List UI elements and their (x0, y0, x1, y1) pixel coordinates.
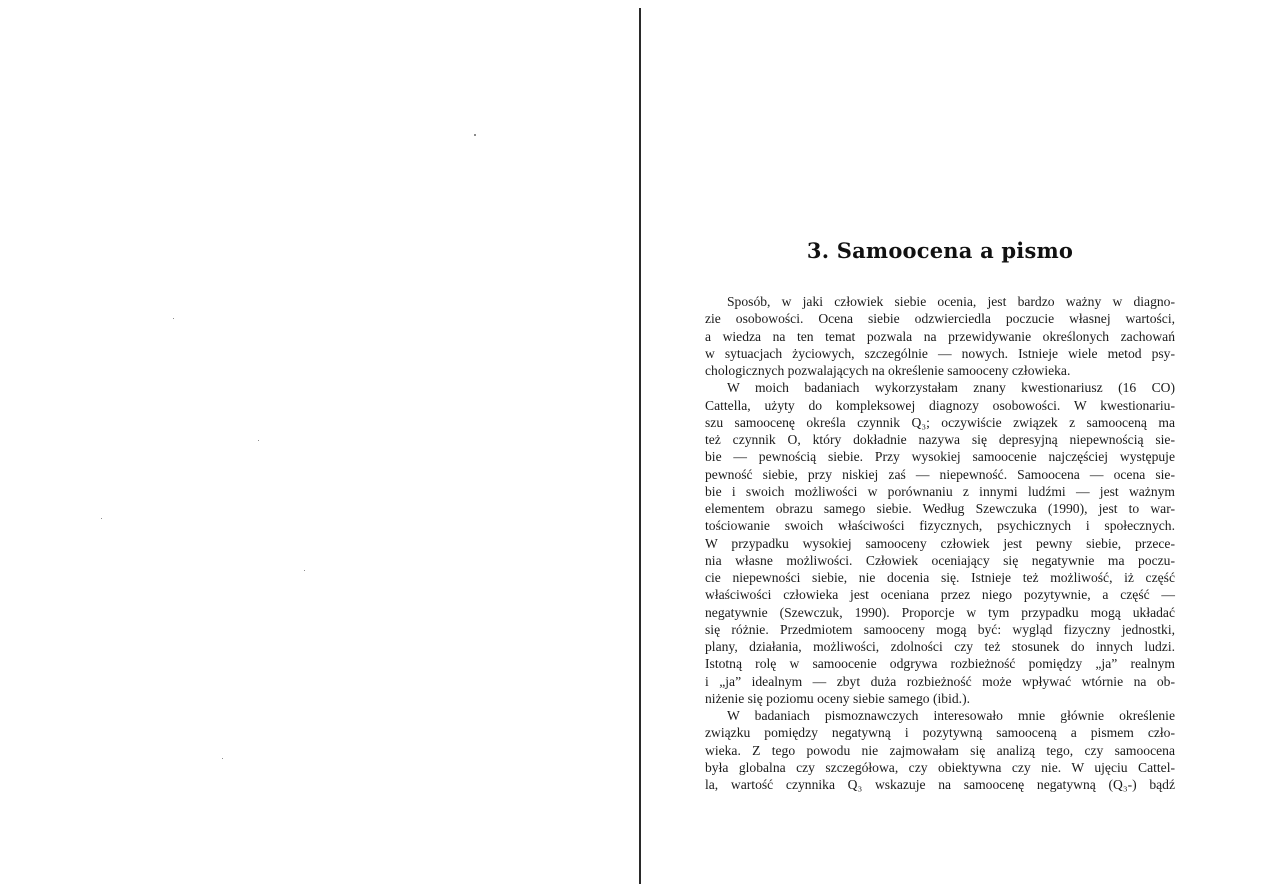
chapter-title: 3. Samoocena a pismo (806, 238, 1074, 263)
paper-speck (474, 134, 476, 136)
body-text (705, 293, 1175, 793)
text-line: tościowanie swoich właściwości fizycznych, psychicznych i społecznych. (705, 518, 1175, 534)
text-line: cie niepewności siebie, nie docenia się. Istnieje też możliwość, iż część (705, 570, 1175, 585)
text-line: i „ja” idealnym — zbyt duża rozbieżność może wpływać wtórnie na ob- (705, 673, 1175, 689)
text-line: była globalna czy szczegółowa, czy obiektywna czy nie. W ujęciu Cattel- (705, 759, 1175, 775)
text-line: niżenie się poziomu oceny siebie samego (ibid.). (705, 690, 970, 706)
text-line: w sytuacjach życiowych, szczególnie — nowych. Istnieje wiele metod psy- (705, 345, 1175, 361)
paper-speck (304, 570, 305, 571)
text-line: Sposób, w jaki człowiek siebie ocenia, jest bardzo ważny w diagno- (727, 294, 1175, 309)
text-line: wieka. Z tego powodu nie zajmowałam się analizą tego, czy samoocena (705, 742, 1175, 758)
text-line: a wiedza na ten temat pozwala na przewidywanie określonych zachowań (705, 328, 1175, 344)
text-line: chologicznych pozwalających na określenie samooceny człowieka. (705, 363, 1071, 378)
text-line: bie — pewnością siebie. Przy wysokiej samoocenie najczęściej występuje (705, 449, 1175, 465)
text-line: nia własne możliwości. Człowiek oceniający się negatywnie ma poczu- (705, 552, 1175, 568)
text-line: związku pomiędzy negatywną i pozytywną samooceną a pismem czło- (705, 725, 1175, 741)
text-line: pewność siebie, przy niskiej zaś — niepewność. Samoocena — ocena sie- (705, 466, 1175, 482)
paper-speck (258, 440, 259, 441)
text-line: la, wartość czynnika Q₃ wskazuje na samoocenę negatywną (Q₃-) bądź (705, 777, 1175, 792)
text-line: właściwości człowieka jest oceniana przez niego pozytywnie, a część — (705, 587, 1175, 603)
paper-speck (173, 318, 174, 319)
text-line: W moich badaniach wykorzystałam znany kwestionariusz (16 CO) (727, 380, 1175, 396)
paper-speck (101, 518, 102, 519)
paper-speck (222, 758, 223, 759)
text-line: elementem obrazu samego siebie. Według Szewczuka (1990), jest to war- (705, 501, 1175, 516)
text-line: negatywnie (Szewczuk, 1990). Proporcje w tym przypadku mogą układać (705, 604, 1175, 620)
text-line: też czynnik O, który dokładnie nazywa się depresyjną niepewnością sie- (705, 432, 1175, 447)
text-line: W badaniach pismoznawczych interesowało mnie głównie określenie (727, 708, 1175, 723)
text-line: bie i swoich możliwości w porównaniu z innymi ludźmi — jest ważnym (705, 483, 1175, 499)
text-line: Cattella, użyty do kompleksowej diagnozy osobowości. W kwestionariu- (705, 397, 1175, 413)
text-line: W przypadku wysokiej samooceny człowiek jest pewny siebie, przece- (705, 535, 1175, 551)
text-line: zie osobowości. Ocena siebie odzwierciedla poczucie własnej wartości, (705, 311, 1175, 327)
text-line: szu samoocenę określa czynnik Q₃; oczywiście związek z samooceną ma (705, 414, 1175, 430)
text-line: plany, działania, możliwości, zdolności czy też stosunek do innych ludzi. (705, 639, 1175, 654)
text-line: się różnie. Przedmiotem samooceny mogą być: wygląd fizyczny jednostki, (705, 621, 1175, 637)
text-line: Istotną rolę w samoocenie odgrywa rozbieżność pomiędzy „ja” realnym (705, 656, 1175, 672)
